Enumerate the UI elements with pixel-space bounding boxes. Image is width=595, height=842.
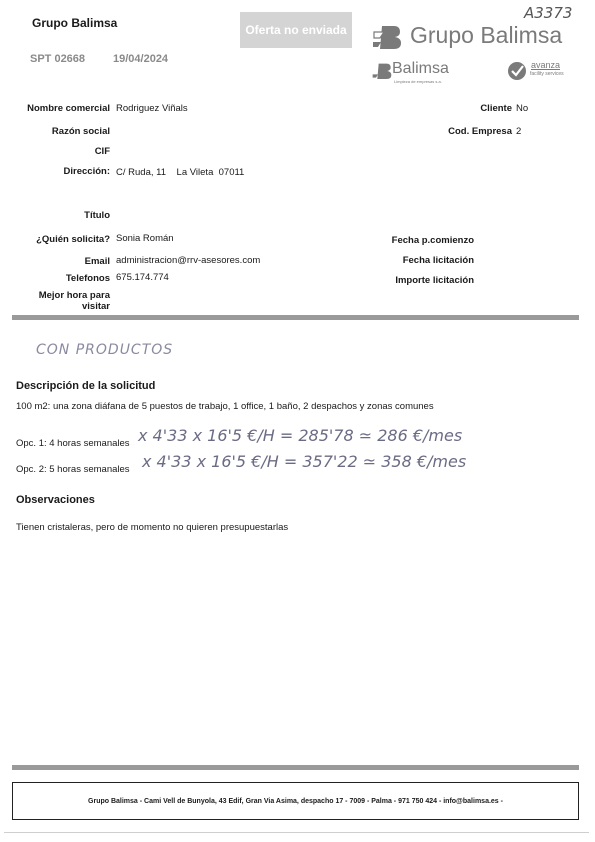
logo-sub-tagline: Limpieza de empresas s.a. <box>394 79 442 84</box>
handwritten-reference: A3373 <box>524 4 573 22</box>
option-1-handwritten-calc: x 4'33 x 16'5 €/H = 285'78 ≃ 286 €/mes <box>138 426 463 445</box>
email-value: administracion@rrv-asesores.com <box>116 255 261 266</box>
titulo-label: Título <box>84 210 110 221</box>
avanza-logo <box>507 60 577 84</box>
option-2-handwritten-calc: x 4'33 x 16'5 €/H = 357'22 ≃ 358 €/mes <box>142 452 467 471</box>
razon-social-label: Razón social <box>51 126 110 137</box>
direccion-value: C/ Ruda, 11 La Vileta 07011 <box>116 167 245 178</box>
check-circle-icon <box>507 61 527 81</box>
grupo-balimsa-logo <box>372 22 577 50</box>
logo-sub-text: Balimsa <box>392 60 449 77</box>
doc-date: 19/04/2024 <box>113 53 169 65</box>
logo-avanza-tagline: facility services <box>530 71 564 77</box>
fecha-comienzo-label: Fecha p.comienzo <box>391 235 474 246</box>
observaciones-title: Observaciones <box>16 494 95 506</box>
balimsa-logo <box>372 60 472 84</box>
telefonos-label: Telefonos <box>65 273 110 284</box>
company-name: Grupo Balimsa <box>32 16 118 30</box>
cliente-label: Cliente <box>480 103 512 114</box>
footer-separator <box>12 765 579 770</box>
logo-main-text: Grupo Balimsa <box>410 22 563 48</box>
direccion-label: Dirección: <box>63 166 110 177</box>
quien-solicita-label: ¿Quién solicita? <box>36 234 110 245</box>
descripcion-text: 100 m2: una zona diáfana de 5 puestos de trabajo, 1 office, 1 baño, 2 despachos y zonas comunes <box>16 401 434 412</box>
status-badge-label: Oferta no enviada <box>245 23 347 37</box>
status-badge <box>240 12 352 48</box>
importe-licitacion-label: Importe licitación <box>395 275 474 286</box>
doc-number: SPT 02668 <box>30 53 86 65</box>
observaciones-text: Tienen cristaleras, pero de momento no quieren presupuestarlas <box>16 522 289 533</box>
option-2-text: Opc. 2: 5 horas semanales <box>16 464 130 475</box>
cliente-value: No <box>516 103 529 114</box>
balimsa-b-icon <box>372 24 402 50</box>
fecha-licitacion-label: Fecha licitación <box>402 255 474 266</box>
logo-avanza-text: avanza <box>531 60 561 70</box>
descripcion-title: Descripción de la solicitud <box>16 380 156 392</box>
email-label: Email <box>84 256 110 267</box>
option-1-text: Opc. 1: 4 horas semanales <box>16 438 130 449</box>
quien-solicita-value: Sonia Román <box>116 233 174 244</box>
cif-label: CIF <box>94 146 110 157</box>
mejor-hora-label-line2: visitar <box>82 301 110 312</box>
balimsa-small-b-icon <box>372 62 392 80</box>
page-bottom-line <box>4 832 589 833</box>
mejor-hora-label: Mejor hora para <box>38 290 110 301</box>
cod-empresa-label: Cod. Empresa <box>448 126 512 137</box>
top-separator <box>12 315 579 320</box>
nombre-comercial-label: Nombre comercial <box>27 103 110 114</box>
cod-empresa-value: 2 <box>516 126 522 137</box>
handwritten-note: CON PRODUCTOS <box>36 342 174 358</box>
footer-box <box>12 782 579 820</box>
footer-text: Grupo Balimsa - Cami Vell de Bunyola, 43 Edif, Gran Via Asima, despacho 17 - 7009 - Palma - 971 750 424 - info@balimsa.es - <box>88 797 503 805</box>
nombre-comercial-value: Rodriguez Viñals <box>116 103 188 114</box>
telefonos-value: 675.174.774 <box>116 272 169 283</box>
